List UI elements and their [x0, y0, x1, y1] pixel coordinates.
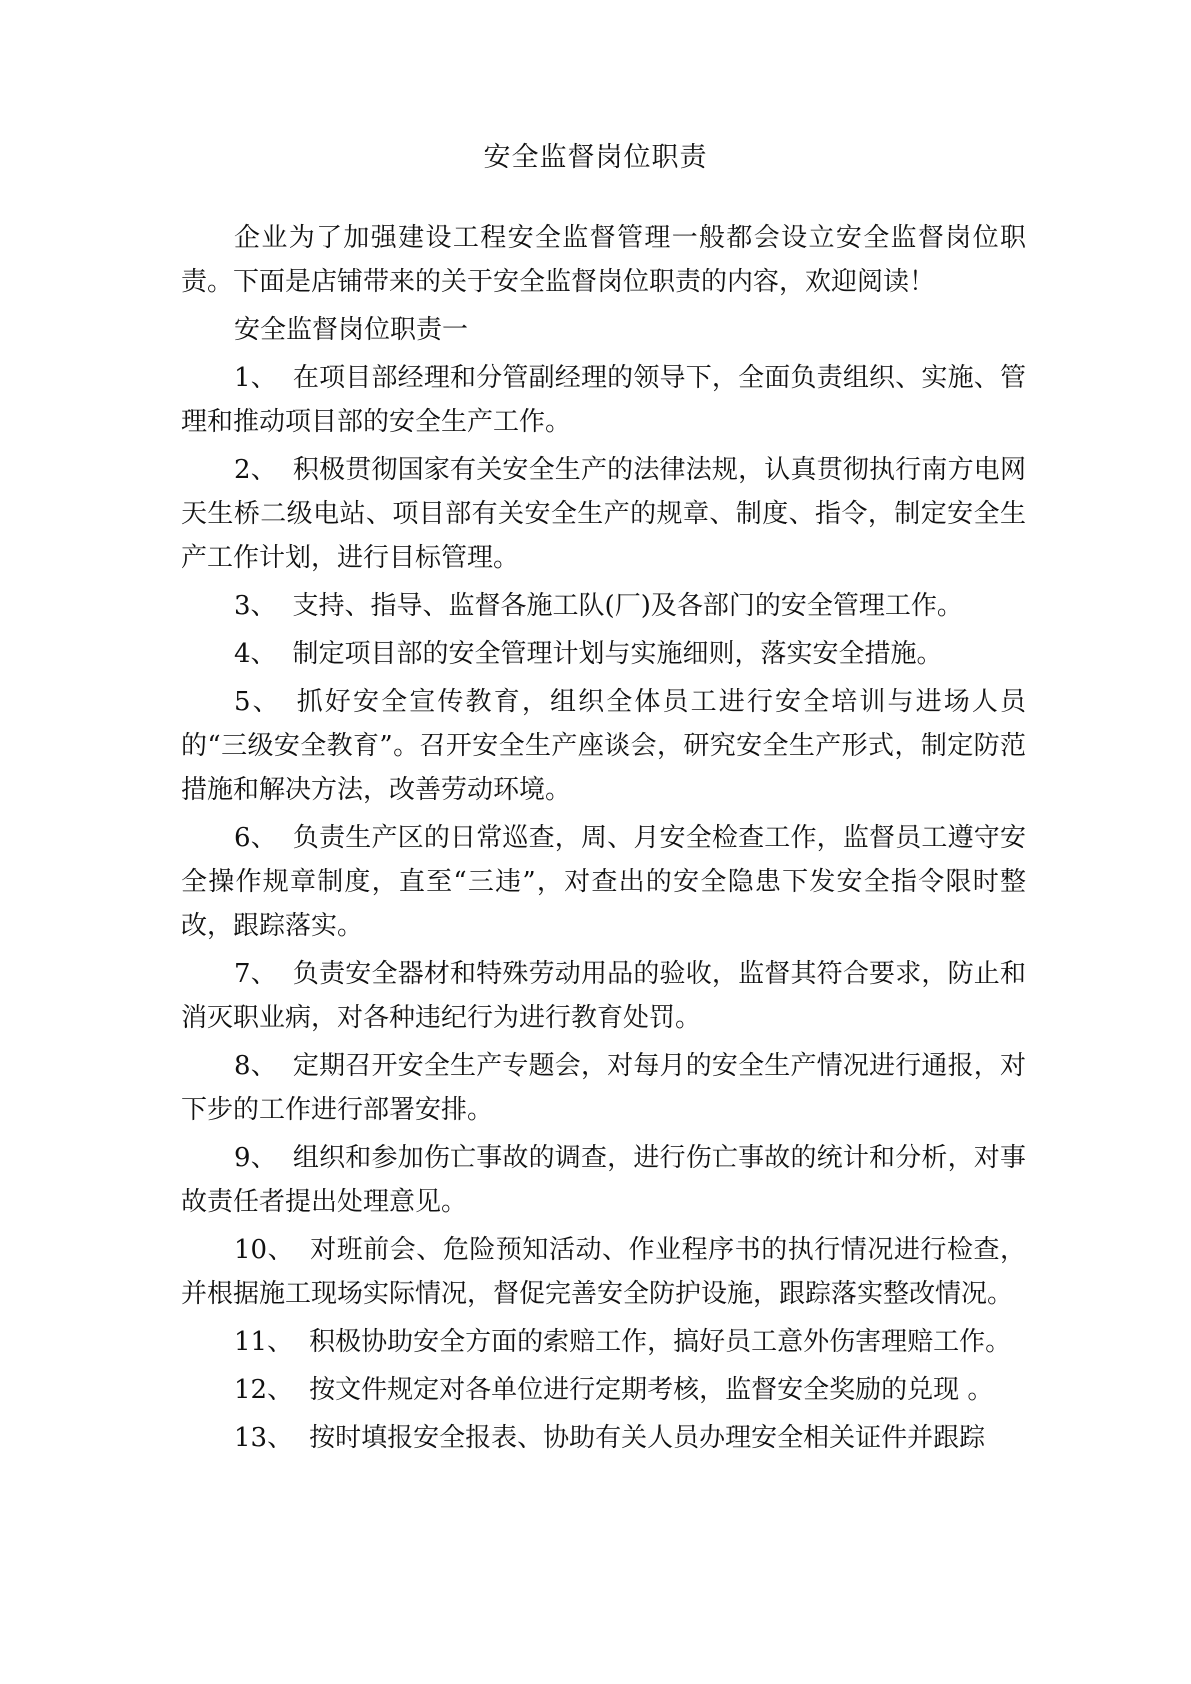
list-item	[181, 1228, 1026, 1316]
item-text: 积极贯彻国家有关安全生产的法律法规，认真贯彻执行南方电网天生桥二级电站、项目部有关安全生产的规章、制度、指令，制定安全生产工作计划，进行目标管理。	[181, 455, 1026, 573]
item-number: 6、	[234, 823, 277, 853]
section-heading: 安全监督岗位职责一	[234, 315, 469, 345]
list-item	[181, 952, 1026, 1040]
list-item	[181, 1320, 1026, 1364]
intro-paragraph: 企业为了加强建设工程安全监督管理一般都会设立安全监督岗位职责。下面是店铺带来的关于安全监督岗位职责的内容，欢迎阅读！	[181, 223, 1026, 297]
item-text: 定期召开安全生产专题会，对每月的安全生产情况进行通报，对下步的工作进行部署安排。	[181, 1051, 1026, 1125]
list-item	[181, 584, 1026, 628]
item-text: 按时填报安全报表、协助有关人员办理安全相关证件并跟踪	[309, 1423, 986, 1453]
item-text: 抓好安全宣传教育，组织全体员工进行安全培训与进场人员的“三级安全教育”。召开安全生产座谈会，研究安全生产形式，制定防范措施和解决方法，改善劳动环境。	[181, 687, 1026, 805]
document-title: 安全监督岗位职责	[483, 142, 708, 173]
item-number: 12、	[234, 1375, 294, 1405]
item-number: 13、	[234, 1423, 294, 1453]
list-item	[181, 680, 1026, 812]
item-number: 10、	[234, 1235, 295, 1265]
item-number: 4、	[234, 639, 277, 669]
item-text: 按文件规定对各单位进行定期考核，监督安全奖励的兑现 。	[309, 1375, 994, 1405]
list-item	[181, 356, 1026, 444]
item-number: 5、	[234, 687, 281, 717]
item-number: 8、	[234, 1051, 277, 1081]
list-item	[181, 1416, 1026, 1460]
item-number: 11、	[234, 1327, 294, 1357]
item-text: 负责生产区的日常巡查，周、月安全检查工作，监督员工遵守安全操作规章制度，直至“三违”，对查出的安全隐患下发安全指令限时整改，跟踪落实。	[181, 823, 1026, 941]
list-item	[181, 816, 1026, 948]
item-text: 对班前会、危险预知活动、作业程序书的执行情况进行检查，并根据施工现场实际情况，督促完善安全防护设施，跟踪落实整改情况。	[181, 1235, 1026, 1309]
item-text: 在项目部经理和分管副经理的领导下，全面负责组织、实施、管理和推动项目部的安全生产工作。	[181, 363, 1026, 437]
list-item	[181, 632, 1026, 676]
item-text: 制定项目部的安全管理计划与实施细则，落实安全措施。	[292, 639, 943, 669]
item-text: 组织和参加伤亡事故的调查，进行伤亡事故的统计和分析，对事故责任者提出处理意见。	[181, 1143, 1026, 1217]
list-item	[181, 1044, 1026, 1132]
item-number: 3、	[234, 591, 277, 621]
item-text: 积极协助安全方面的索赔工作，搞好员工意外伤害理赔工作。	[309, 1327, 1012, 1357]
item-text: 支持、指导、监督各施工队(厂)及各部门的安全管理工作。	[292, 591, 963, 621]
item-text: 负责安全器材和特殊劳动用品的验收，监督其符合要求，防止和消灭职业病，对各种违纪行为进行教育处罚。	[181, 959, 1026, 1033]
list-item	[181, 1368, 1026, 1412]
document-body	[181, 216, 1026, 1464]
list-item	[181, 1136, 1026, 1224]
list-item	[181, 448, 1026, 580]
item-number: 1、	[234, 363, 277, 393]
item-number: 7、	[234, 959, 277, 989]
item-number: 9、	[234, 1143, 277, 1173]
item-number: 2、	[234, 455, 277, 485]
